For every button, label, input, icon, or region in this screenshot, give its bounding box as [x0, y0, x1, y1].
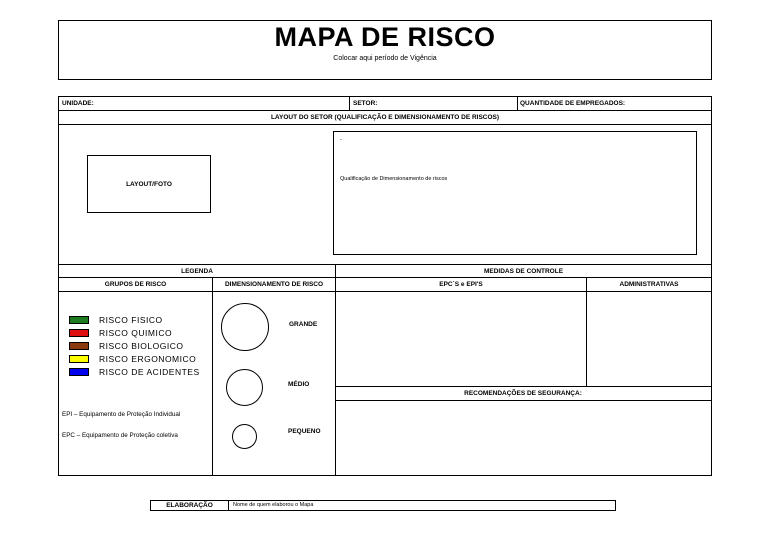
dimension-header: DIMENSIONAMENTO DE RISCO — [224, 281, 324, 288]
size-large-label: GRANDE — [289, 321, 318, 328]
page-subtitle: Colocar aqui período de Vigência — [333, 55, 437, 62]
main-form — [58, 96, 712, 476]
page-title: MAPA DE RISCO — [274, 22, 496, 52]
medium-circle-icon — [226, 369, 263, 406]
elaboracao-label: ELABORAÇÃO — [151, 501, 229, 510]
quantidade-field[interactable]: QUANTIDADE DE EMPREGADOS: — [520, 100, 626, 107]
elaboracao-value[interactable]: Nome de quem elaborou o Mapa — [233, 502, 314, 508]
epc-definition: EPC – Equipamento de Proteção coletiva — [62, 432, 178, 439]
large-circle-icon — [221, 303, 269, 351]
qualification-box[interactable] — [333, 131, 697, 255]
subheader-row — [59, 278, 711, 292]
color-swatch — [69, 316, 89, 324]
elaboracao-box — [150, 500, 616, 511]
risk-group-acidentes — [69, 365, 200, 378]
recomendacoes-area[interactable] — [336, 401, 711, 475]
qualification-text: Qualificação de Dimensionamento de riscos — [340, 176, 448, 182]
risk-group-label: RISCO BIOLOGICO — [99, 340, 184, 351]
divider — [517, 97, 518, 110]
risk-group-fisico — [69, 313, 200, 326]
setor-field[interactable]: SETOR: — [353, 100, 378, 107]
risk-group-biologico — [69, 339, 200, 352]
qualification-dot: - — [340, 137, 342, 143]
color-swatch — [69, 329, 89, 337]
risk-group-quimico — [69, 326, 200, 339]
administrativas-header: ADMINISTRATIVAS — [619, 281, 679, 288]
recomendacoes-header: RECOMENDAÇÕES DE SEGURANÇA: — [335, 386, 711, 401]
groups-header: GRUPOS DE RISCO — [104, 281, 167, 288]
divider — [349, 97, 350, 110]
epi-definition: EPI – Equipamento de Proteção Individual — [62, 411, 181, 418]
risk-group-label: RISCO ERGONOMICO — [99, 353, 197, 364]
epc-epi-header: EPC´S e EPI'S — [439, 281, 483, 288]
legend-header-row — [59, 264, 711, 278]
color-swatch — [69, 342, 89, 350]
small-circle-icon — [232, 424, 257, 449]
layout-photo-box[interactable]: LAYOUT/FOTO — [87, 155, 211, 213]
size-medium-label: MÉDIO — [288, 381, 310, 388]
divider — [212, 278, 213, 475]
epc-epi-area[interactable] — [336, 292, 586, 386]
color-swatch — [69, 355, 89, 363]
legend-header: LEGENDA — [181, 267, 213, 275]
control-header: MEDIDAS DE CONTROLE — [483, 267, 564, 275]
risk-group-label: RISCO QUIMICO — [99, 327, 173, 338]
size-small-label: PEQUENO — [288, 428, 321, 435]
risk-groups-list — [69, 313, 200, 378]
administrativas-area[interactable] — [587, 292, 711, 386]
header-box — [58, 20, 712, 80]
info-row — [59, 97, 711, 111]
risk-group-ergonomico — [69, 352, 200, 365]
risk-group-label: RISCO DE ACIDENTES — [99, 366, 200, 377]
layout-section-header: LAYOUT DO SETOR (QUALIFICAÇÃO E DIMENSIONAMENTO DE RISCOS) — [59, 111, 711, 125]
unidade-field[interactable]: UNIDADE: — [62, 100, 94, 107]
color-swatch — [69, 368, 89, 376]
risk-group-label: RISCO FISICO — [99, 314, 163, 325]
